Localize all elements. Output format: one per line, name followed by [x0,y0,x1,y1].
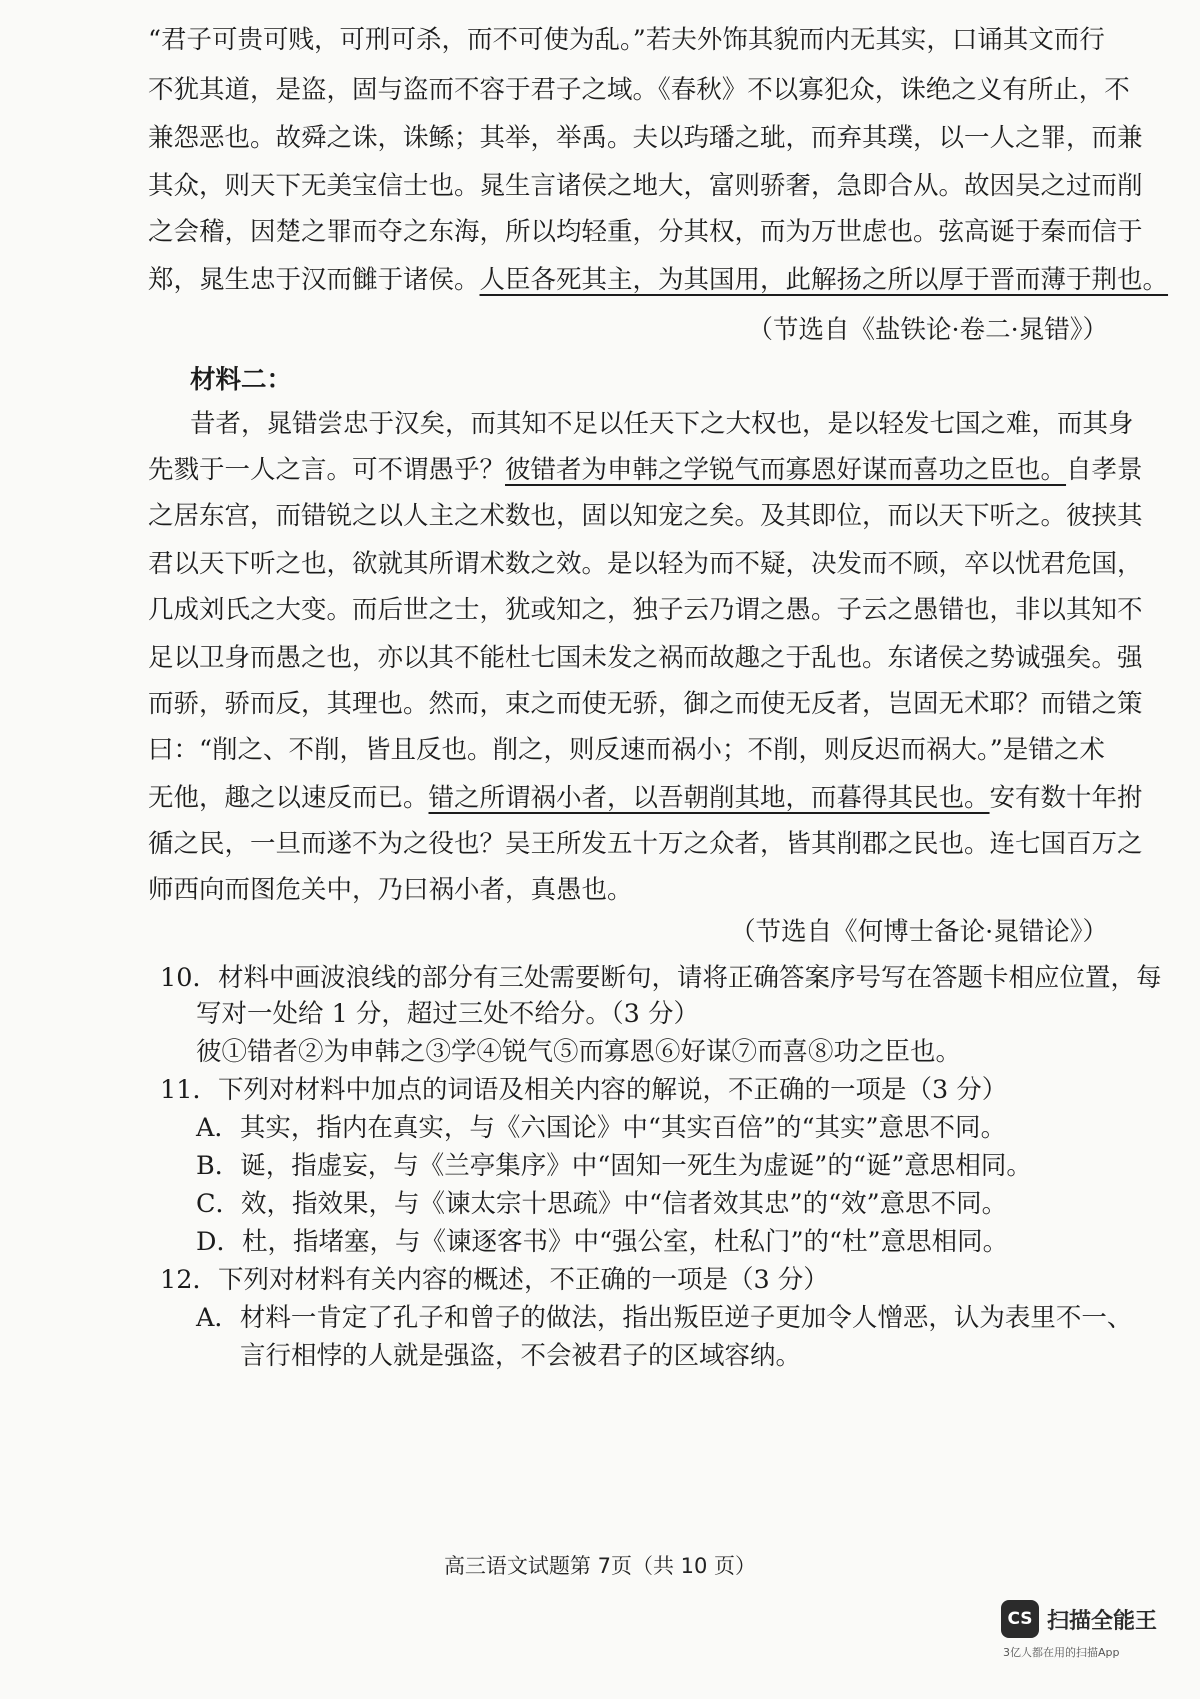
material1-source: （节选自《盐铁论·卷二·晁错》） [747,315,1108,345]
material1-line: “君子可贵可贱，可刑可杀，而不可使为乱。”若夫外饰其貌而内无其实，口诵其文而行 [148,25,1105,55]
material2-line: 几成刘氏之大变。而后世之士，犹或知之，独子云乃谓之愚。子云之愚错也，非以其知不 [148,595,1143,625]
material2-line: 曰：“削之、不削，皆且反也。削之，则反速而祸小；不削，则反迟而祸大。”是错之术 [148,735,1105,765]
q11-option-b: B．诞，指虚妄，与《兰亭集序》中“固知一死生为虚诞”的“诞”意思相同。 [196,1151,1032,1181]
q11-option-a: A．其实，指内在真实，与《六国论》中“其实百倍”的“其实”意思不同。 [196,1113,1007,1143]
material2-line: 君以天下听之也，欲就其所谓术数之效。是以轻为而不疑，决发而不顾，卒以忧君危国， [148,549,1143,579]
underlined-sentence: 错之所谓祸小者，以吾朝削其地，而暮得其民也。 [428,783,990,813]
watermark-name: 扫描全能王 [1047,1609,1158,1634]
material2-line: 足以卫身而愚之也，亦以其不能杜七国未发之祸而故趣之于乱也。东诸侯之势诚强矣。强 [148,643,1143,673]
page-footer: 高三语文试题第 7页（共 10 页） [443,1554,757,1578]
material2-line: 循之民，一旦而遂不为之役也？吴王所发五十万之众者，皆其削郡之民也。连七国百万之 [148,829,1143,859]
text-segment: 郑，晁生忠于汉而雠于诸侯。 [148,265,480,295]
q12-option-a-cont: 言行相悖的人就是强盗，不会被君子的区域容纳。 [240,1341,802,1371]
material2-line: 而骄，骄而反，其理也。然而，束之而使无骄，御之而使无反者，岂固无术耶？而错之策 [148,689,1143,719]
material2-line: 昔者，晁错尝忠于汉矣，而其知不足以任天下之大权也，是以轻发七国之难，而其身 [190,409,1134,439]
material1-line: 兼怨恶也。故舜之诛，诛鲧；其举，举禹。夫以玙璠之玼，而弃其璞，以一人之罪，而兼 [148,123,1143,153]
material2-heading: 材料二： [190,365,293,395]
q12-stem: 12．下列对材料有关内容的概述，不正确的一项是（3 分） [160,1265,829,1295]
material1-last-line [148,262,1168,298]
material2-source: （节选自《何博士备论·晁错论》） [730,917,1108,947]
material1-line: 不犹其道，是盗，固与盗而不容于君子之域。《春秋》不以寡犯众，诛绝之义有所止，不 [148,75,1130,105]
material2-line [148,780,1143,816]
material2-line: 师西向而图危关中，乃曰祸小者，真愚也。 [148,875,633,905]
q10-stem-cont: 写对一处给 1 分，超过三处不给分。（3 分） [196,999,700,1029]
material2-line: 之居东宫，而错锐之以人主之术数也，固以知宠之矣。及其即位，而以天下听之。彼挟其 [148,501,1143,531]
camscanner-logo-icon: CS [1001,1600,1039,1638]
q11-option-c: C．效，指效果，与《谏太宗十思疏》中“信者效其忠”的“效”意思不同。 [196,1189,1008,1219]
material1-line: 其众，则天下无美宝信士也。晁生言诸侯之地大，富则骄奢，急即合从。故因吴之过而削 [148,171,1143,201]
q10-stem: 10．材料中画波浪线的部分有三处需要断句，请将正确答案序号写在答题卡相应位置，每 [160,963,1162,993]
material2-line [148,452,1143,488]
scanner-watermark [1001,1600,1176,1660]
q12-option-a: A．材料一肯定了孔子和曾子的做法，指出叛臣逆子更加令人憎恶，认为表里不一、 [196,1303,1133,1333]
q11-stem: 11．下列对材料中加点的词语及相关内容的解说，不正确的一项是（3 分） [160,1075,1008,1105]
text-segment: 先戮于一人之言。可不谓愚乎？ [148,455,506,485]
underlined-sentence: 人臣各死其主，为其国用，此解扬之所以厚于晋而薄于荆也。 [479,265,1169,295]
material1-line: 之会稽，因楚之罪而夺之东海，所以均轻重，分其权，而为万世虑也。弦高诞于秦而信于 [148,217,1143,247]
wavy-underlined-sentence: 彼错者为申韩之学锐气而寡恩好谋而喜功之臣也。 [505,455,1067,485]
text-segment: 自孝景 [1066,455,1143,485]
watermark-tagline: 3亿人都在用的扫描App [1003,1646,1120,1659]
q10-sentence: 彼①错者②为申韩之③学④锐气⑤而寡恩⑥好谋⑦而喜⑧功之臣也。 [196,1037,962,1067]
q11-option-d: D．杜，指堵塞，与《谏逐客书》中“强公室，杜私门”的“杜”意思相同。 [196,1227,1009,1257]
text-segment: 无他，趣之以速反而已。 [148,783,429,813]
text-segment: 安有数十年拊 [989,783,1143,813]
